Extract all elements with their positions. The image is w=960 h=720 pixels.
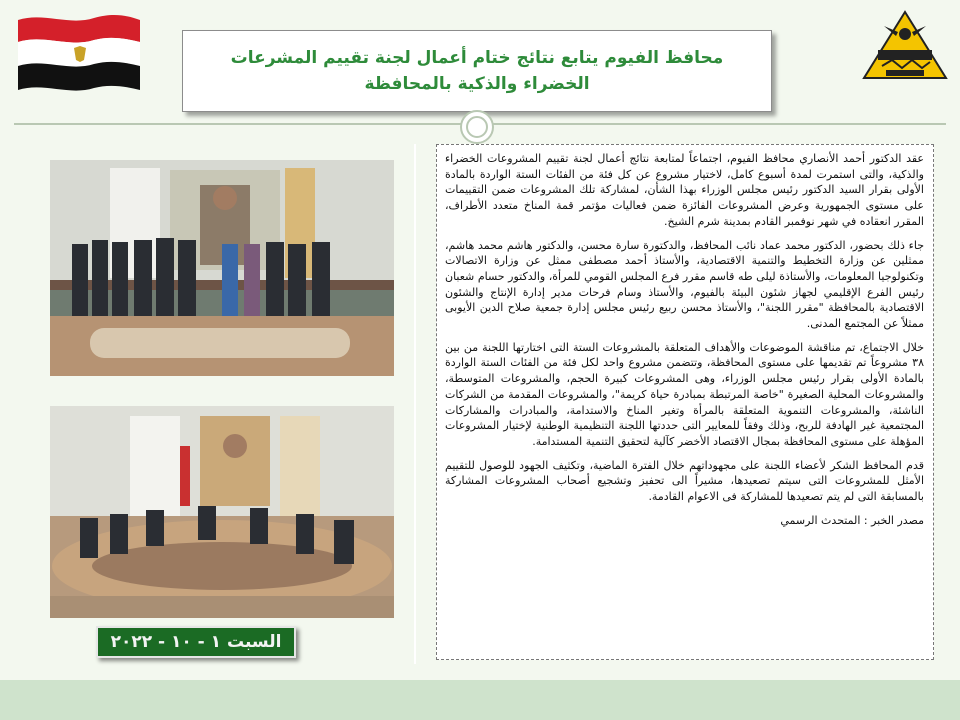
meeting-photo xyxy=(50,406,394,618)
fayoum-governorate-logo-icon xyxy=(862,10,948,80)
article-source: مصدر الخبر : المتحدث الرسمي xyxy=(780,513,924,527)
article-paragraph: عقد الدكتور أحمد الأنصاري محافظ الفيوم، اجتماعاً لمتابعة نتائج أعمال لجنة تقييم المشروعات الخضراء والذكية، والتى استمرت لمدة أسبوع كامل، لاختيار مشروع عن كل فئة من الفئات الستة الواردة بالمادة الأولى بقرار السيد الدكتور رئيس مجلس الوزراء بهذا الشأن، لمشاركة تلك المشروعات ضمن التقييمات على مستوى الجمهورية وعرض المشروعات الفائزة ضمن فعاليات مؤتمر قمة المناخ متعدد الأطراف، المقرر انعقاده في شهر نوفمبر القادم بمدينة شرم الشيخ. xyxy=(445,152,924,228)
article-body xyxy=(436,144,934,660)
article-paragraph: خلال الاجتماع، تم مناقشة الموضوعات والأهداف المتعلقة بالمشروعات الستة التى اختارتها اللجنة من بين ٣٨ مشروعاً تم تقديمها على مستوى المحافظة، وتتضمن مشروع واحد لكل فئة من الفئات الستة الواردة بالمادة الأولى بقرار رئيس مجلس الوزراء، وهى المشروعات كبيرة الحجم، والمشروعات المتوسطة، والمشروعات المحلية الصغيرة "خاصة المرتبطة بمبادرة حياة كريمة"، والمشروعات المقدمة من الشركات الناشئة، والمشروعات التنموية المتعلقة بالمرأة وتغير المناخ والاستدامة، والمبادرات والمشاركات المجتمعية غير الهادفة للربح، وذلك وفقاً للمعايير التى حددتها اللجنة التنظيمية الوطنية لإختيار المشروعات المؤهلة على مستوى المحافظة بمجال الاقتصاد الأخضر كآلية لتحقيق التنمية المستدامة. xyxy=(445,340,924,448)
article-paragraph: قدم المحافظ الشكر لأعضاء اللجنة على مجهوداتهم خلال الفترة الماضية، وتكثيف الجهود للوصول للتقييم الأمثل للمشروعات التى سيتم تصعيدها، مشيراً الى تحفيز وتشجيع أصحاب المشروعات المشاركة بالمسابقة التى لم يتم تصعيدها للمشاركة فى الاعوام القادمة. xyxy=(445,458,924,504)
headline-box xyxy=(182,30,772,112)
egypt-flag-icon xyxy=(14,10,144,100)
column-divider xyxy=(414,144,416,664)
group-photo xyxy=(50,160,394,376)
footer-band xyxy=(0,680,960,720)
date-badge: السبت ١ - ١٠ - ٢٠٢٢ xyxy=(96,626,296,658)
article-paragraph: جاء ذلك بحضور، الدكتور محمد عماد نائب المحافظ، والدكتورة سارة محسن، والدكتور هاشم محمد هاشم، ممثلين عن وزارة التخطيط والتنمية الاقتصادية، والأستاذ أحمد مصطفى ممثل عن وزارة الاتصالات وتكنولوجيا المعلومات، والأستاذة ليلى طه قاسم مقرر فرع المجلس القومي للمرأة، والدكتور حسام شعبان رئيس الفرع الإقليمي لجهاز شئون البيئة بالفيوم، والأستاذ وسام فرحات مدير إدارة الإنتاج والشئون الاقتصادية بالمحافظة "مقرر اللجنة"، والأستاذ محسن ربيع رئيس مجلس إدارة جمعية صلاح الدين الأيوبى ممثلاً عن المجتمع المدنى. xyxy=(445,238,924,331)
page-title: محافظ الفيوم يتابع نتائج ختام أعمال لجنة تقييم المشرعات الخضراء والذكية بالمحافظة xyxy=(230,48,724,94)
ring-ornament-icon xyxy=(454,109,500,145)
